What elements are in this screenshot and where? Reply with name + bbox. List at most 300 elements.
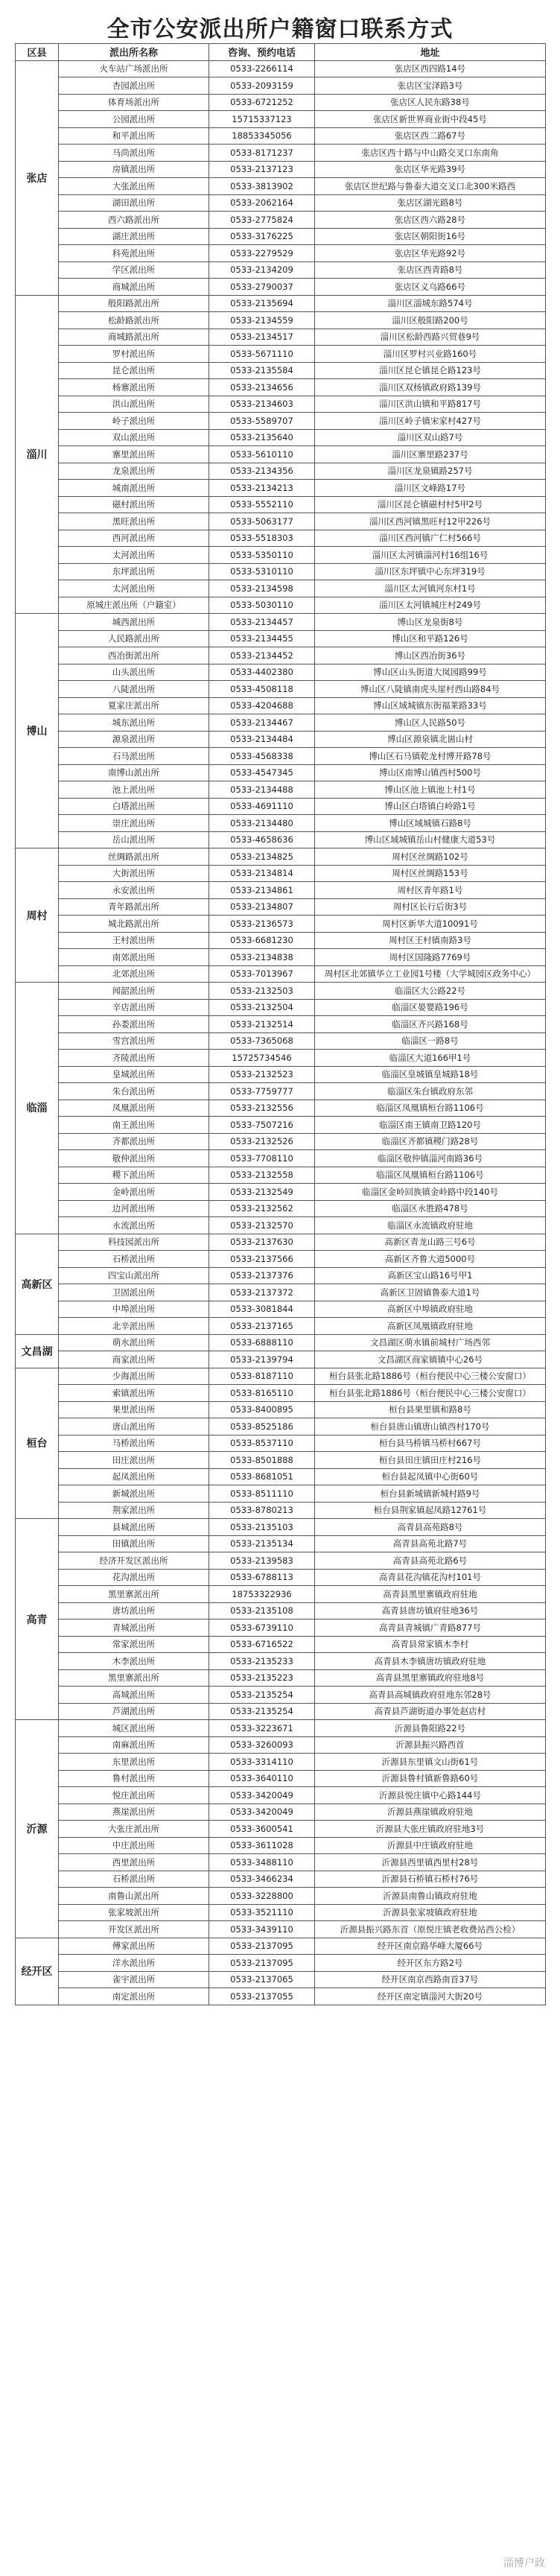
station-name-cell: 萌水派出所 xyxy=(59,1334,209,1351)
table-row xyxy=(16,1602,546,1619)
phone-cell: 0533-5552110 xyxy=(209,496,315,513)
address-cell: 博山区龙泉街8号 xyxy=(315,614,546,631)
phone-cell: 0533-2137630 xyxy=(209,1234,315,1251)
address-cell: 沂源县悦庄镇中心路144号 xyxy=(315,1787,546,1804)
phone-cell: 0533-3466234 xyxy=(209,1871,315,1888)
table-row xyxy=(16,1083,546,1100)
station-name-cell: 石桥派出所 xyxy=(59,1871,209,1888)
station-name-cell: 唐山派出所 xyxy=(59,1418,209,1435)
table-header-row xyxy=(16,44,546,61)
address-cell: 高青县高苑路8号 xyxy=(315,1519,546,1536)
station-name-cell: 芦湖派出所 xyxy=(59,1703,209,1720)
phone-cell: 0533-8681051 xyxy=(209,1468,315,1485)
station-name-cell: 中庄派出所 xyxy=(59,1837,209,1854)
station-name-cell: 龙泉派出所 xyxy=(59,463,209,480)
table-row xyxy=(16,1703,546,1720)
phone-cell: 0533-2134356 xyxy=(209,463,315,480)
table-row xyxy=(16,111,546,128)
address-cell: 淄川区岭子镇宋家村427号 xyxy=(315,413,546,430)
station-name-cell: 齐都派出所 xyxy=(59,1133,209,1150)
phone-cell: 0533-2134467 xyxy=(209,714,315,732)
address-cell: 博山区域城镇东街福莱路33号 xyxy=(315,697,546,714)
address-cell: 沂源县振兴路西首 xyxy=(315,1736,546,1754)
station-name-cell: 商城派出所 xyxy=(59,279,209,296)
phone-cell: 0533-2134457 xyxy=(209,614,315,631)
table-row xyxy=(16,245,546,262)
station-name-cell: 西六路派出所 xyxy=(59,212,209,229)
phone-cell: 0533-6788113 xyxy=(209,1569,315,1586)
phone-cell: 0533-8525186 xyxy=(209,1418,315,1435)
table-row xyxy=(16,530,546,547)
table-row xyxy=(16,781,546,799)
station-name-cell: 岳山派出所 xyxy=(59,831,209,848)
address-cell: 沂源县中庄镇政府驻地 xyxy=(315,1837,546,1854)
table-row xyxy=(16,1552,546,1570)
station-name-cell: 索镇派出所 xyxy=(59,1385,209,1402)
station-name-cell: 太河派出所 xyxy=(59,580,209,597)
table-row xyxy=(16,161,546,178)
address-cell: 淄川区昆仑镇昆仑路123号 xyxy=(315,362,546,379)
table-row xyxy=(16,1066,546,1083)
document-title: 全市公安派出所户籍窗口联系方式 xyxy=(106,16,454,42)
phone-cell: 0533-2132523 xyxy=(209,1066,315,1083)
station-name-cell: 原城庄派出所（户籍室） xyxy=(59,597,209,614)
station-name-cell: 罗村派出所 xyxy=(59,346,209,363)
phone-cell: 0533-4402380 xyxy=(209,664,315,681)
district-cell: 周村 xyxy=(16,848,59,983)
phone-cell: 0533-7759777 xyxy=(209,1083,315,1100)
station-name-cell: 和平派出所 xyxy=(59,127,209,145)
station-name-cell: 县城派出所 xyxy=(59,1519,209,1536)
address-cell: 张店区新世界商业街中段45号 xyxy=(315,111,546,128)
station-name-cell: 四宝山派出所 xyxy=(59,1267,209,1284)
phone-cell: 0533-3813902 xyxy=(209,178,315,195)
address-cell: 沂源县西里镇西里村28号 xyxy=(315,1854,546,1871)
station-name-cell: 荆家派出所 xyxy=(59,1502,209,1519)
phone-cell: 0533-2132549 xyxy=(209,1184,315,1201)
address-cell: 沂源县张家坡镇政府驻地 xyxy=(315,1904,546,1921)
station-name-cell: 学区派出所 xyxy=(59,261,209,279)
station-name-cell: 丝绸路派出所 xyxy=(59,848,209,866)
station-name-cell: 永流派出所 xyxy=(59,1217,209,1234)
address-cell: 临淄区大公路22号 xyxy=(315,983,546,1000)
phone-cell: 0533-2134861 xyxy=(209,882,315,899)
station-name-cell: 悦庄派出所 xyxy=(59,1787,209,1804)
station-name-cell: 开发区派出所 xyxy=(59,1921,209,1938)
phone-cell: 0533-2134838 xyxy=(209,949,315,966)
phone-cell: 0533-8780213 xyxy=(209,1502,315,1519)
address-cell: 经开区南京西路南首37号 xyxy=(315,1971,546,1988)
table-row xyxy=(16,1803,546,1821)
table-row xyxy=(16,999,546,1016)
address-cell: 沂源县燕崖镇政府驻地 xyxy=(315,1803,546,1821)
station-name-cell: 雪宫派出所 xyxy=(59,1032,209,1050)
phone-cell: 0533-2135640 xyxy=(209,429,315,446)
table-row xyxy=(16,1385,546,1402)
table-row xyxy=(16,1351,546,1368)
table-row xyxy=(16,1100,546,1117)
station-name-cell: 雀宇派出所 xyxy=(59,1971,209,1988)
contact-table-container xyxy=(15,43,545,2005)
station-name-cell: 少海派出所 xyxy=(59,1368,209,1385)
station-name-cell: 松龄路派出所 xyxy=(59,312,209,329)
address-cell: 淄川区太河镇城庄村249号 xyxy=(315,597,546,614)
phone-cell: 0533-2134484 xyxy=(209,731,315,748)
station-name-cell: 卫固派出所 xyxy=(59,1284,209,1301)
phone-cell: 0533-2135108 xyxy=(209,1602,315,1619)
phone-cell: 0533-3611028 xyxy=(209,1837,315,1854)
station-name-cell: 南王派出所 xyxy=(59,1117,209,1134)
station-name-cell: 洪山派出所 xyxy=(59,396,209,413)
phone-cell: 0533-2137566 xyxy=(209,1251,315,1268)
table-row xyxy=(16,1938,546,1955)
address-cell: 博山区南博山镇西村500号 xyxy=(315,764,546,781)
phone-cell: 0533-4508118 xyxy=(209,681,315,698)
table-row xyxy=(16,630,546,647)
phone-cell: 0533-3439110 xyxy=(209,1921,315,1938)
table-row xyxy=(16,1401,546,1418)
address-cell: 博山区域城镇岳山村健康大道53号 xyxy=(315,831,546,848)
phone-cell: 0533-2134825 xyxy=(209,848,315,866)
table-row xyxy=(16,714,546,732)
phone-cell: 0533-7365068 xyxy=(209,1032,315,1050)
address-cell: 淄川区昆仑镇磁村村5甲2号 xyxy=(315,496,546,513)
header-station-name: 派出所名称 xyxy=(59,44,209,61)
table-row xyxy=(16,228,546,245)
address-cell: 经开区东方路2号 xyxy=(315,1955,546,1972)
address-cell: 临淄区齐都镇稷门路28号 xyxy=(315,1133,546,1150)
address-cell: 周村区新华大道10091号 xyxy=(315,916,546,933)
phone-cell: 0533-3081844 xyxy=(209,1301,315,1318)
address-cell: 淄川区西河镇广仁村566号 xyxy=(315,530,546,547)
phone-cell: 0533-2135694 xyxy=(209,295,315,312)
address-cell: 桓台县张北路1886号（桓台便民中心三楼公安窗口） xyxy=(315,1385,546,1402)
table-row xyxy=(16,194,546,212)
watermark: 淄博户政 xyxy=(503,2557,545,2569)
phone-cell: 0533-2132570 xyxy=(209,1217,315,1234)
phone-cell: 0533-3521110 xyxy=(209,1904,315,1921)
address-cell: 张店区朝阳街16号 xyxy=(315,228,546,245)
station-name-cell: 崇庄派出所 xyxy=(59,815,209,832)
address-cell: 沂源县南鲁山镇政府驻地 xyxy=(315,1888,546,1905)
table-row xyxy=(16,614,546,631)
station-name-cell: 皇城派出所 xyxy=(59,1066,209,1083)
table-row xyxy=(16,898,546,916)
address-cell: 张店区华光路39号 xyxy=(315,161,546,178)
station-name-cell: 青城派出所 xyxy=(59,1619,209,1637)
phone-cell: 0533-3314110 xyxy=(209,1754,315,1771)
table-row xyxy=(16,396,546,413)
table-row xyxy=(16,1150,546,1167)
address-cell: 张店区湖光路8号 xyxy=(315,194,546,212)
phone-cell: 0533-2134807 xyxy=(209,898,315,916)
table-row xyxy=(16,346,546,363)
address-cell: 高新区凤凰镇政府驻地 xyxy=(315,1318,546,1335)
station-name-cell: 山头派出所 xyxy=(59,664,209,681)
station-name-cell: 辛店派出所 xyxy=(59,999,209,1016)
table-row xyxy=(16,1251,546,1268)
address-cell: 临淄区大道166甲1号 xyxy=(315,1050,546,1067)
phone-cell: 0533-2137165 xyxy=(209,1318,315,1335)
table-row xyxy=(16,1736,546,1754)
table-row xyxy=(16,1971,546,1988)
address-cell: 桓台县唐山镇唐山镇西村170号 xyxy=(315,1418,546,1435)
station-name-cell: 起凤派出所 xyxy=(59,1468,209,1485)
phone-cell: 0533-8400895 xyxy=(209,1401,315,1418)
address-cell: 淄川区松龄西路兴贸巷9号 xyxy=(315,329,546,346)
district-cell: 经开区 xyxy=(16,1938,59,2005)
phone-cell: 0533-5589707 xyxy=(209,413,315,430)
phone-cell: 0533-2137376 xyxy=(209,1267,315,1284)
phone-cell: 0533-2132558 xyxy=(209,1167,315,1184)
station-name-cell: 南定派出所 xyxy=(59,1988,209,2005)
phone-cell: 15725734546 xyxy=(209,1050,315,1067)
station-name-cell: 杏园派出所 xyxy=(59,77,209,95)
station-name-cell: 田镇派出所 xyxy=(59,1535,209,1552)
station-name-cell: 黑里寨派出所 xyxy=(59,1586,209,1603)
table-row xyxy=(16,1301,546,1318)
phone-cell: 0533-2135103 xyxy=(209,1519,315,1536)
phone-cell: 0533-2266114 xyxy=(209,60,315,77)
station-name-cell: 城北路派出所 xyxy=(59,916,209,933)
phone-cell: 0533-2132504 xyxy=(209,999,315,1016)
phone-cell: 0533-7507216 xyxy=(209,1117,315,1134)
address-cell: 淄川区般阳路200号 xyxy=(315,312,546,329)
address-cell: 桓台县张北路1886号（桓台便民中心三楼公安窗口） xyxy=(315,1368,546,1385)
table-row xyxy=(16,1016,546,1033)
table-row xyxy=(16,279,546,296)
table-row xyxy=(16,1837,546,1854)
address-cell: 张店区华光路92号 xyxy=(315,245,546,262)
address-cell: 临淄区朱台镇政府东邻 xyxy=(315,1083,546,1100)
phone-cell: 0533-2132503 xyxy=(209,983,315,1000)
address-cell: 博山区和平路126号 xyxy=(315,630,546,647)
table-row xyxy=(16,1452,546,1469)
table-body xyxy=(16,60,546,2005)
station-name-cell: 孙娄派出所 xyxy=(59,1016,209,1033)
station-name-cell: 花沟派出所 xyxy=(59,1569,209,1586)
phone-cell: 0533-4568338 xyxy=(209,748,315,765)
table-row xyxy=(16,1871,546,1888)
table-row xyxy=(16,848,546,866)
table-row xyxy=(16,1888,546,1905)
station-name-cell: 燕崖派出所 xyxy=(59,1803,209,1821)
phone-cell: 0533-2093159 xyxy=(209,77,315,95)
station-name-cell: 南郊派出所 xyxy=(59,949,209,966)
station-name-cell: 西河派出所 xyxy=(59,530,209,547)
address-cell: 经开区南定镇淄河大街20号 xyxy=(315,1988,546,2005)
table-row xyxy=(16,480,546,497)
address-cell: 沂源县振兴路东首（原悦庄镇老收费站西公检） xyxy=(315,1921,546,1938)
address-cell: 临淄区永胜路478号 xyxy=(315,1200,546,1217)
address-cell: 周村区王村镇南路3号 xyxy=(315,932,546,949)
table-row xyxy=(16,1217,546,1234)
address-cell: 桓台县新城镇新城村路9号 xyxy=(315,1485,546,1503)
address-cell: 高新区宝山路16号甲1 xyxy=(315,1267,546,1284)
phone-cell: 0533-2139794 xyxy=(209,1351,315,1368)
address-cell: 周村区长行后街3号 xyxy=(315,898,546,916)
station-name-cell: 科技园派出所 xyxy=(59,1234,209,1251)
table-row xyxy=(16,1519,546,1536)
table-row xyxy=(16,295,546,312)
table-row xyxy=(16,1117,546,1134)
table-row xyxy=(16,1636,546,1653)
phone-cell: 0533-6721252 xyxy=(209,94,315,111)
table-row xyxy=(16,916,546,933)
address-cell: 高青县青城镇广青路877号 xyxy=(315,1619,546,1637)
address-cell: 桓台县荆家镇起凤路12761号 xyxy=(315,1502,546,1519)
phone-cell: 0533-6888110 xyxy=(209,1334,315,1351)
table-row xyxy=(16,145,546,162)
address-cell: 博山区山头街道大岚园路99号 xyxy=(315,664,546,681)
table-row xyxy=(16,764,546,781)
phone-cell: 0533-4658636 xyxy=(209,831,315,848)
table-row xyxy=(16,1234,546,1251)
header-address: 地址 xyxy=(315,44,546,61)
address-cell: 张店区西二路67号 xyxy=(315,127,546,145)
table-row xyxy=(16,496,546,513)
address-cell: 淄川区文峰路17号 xyxy=(315,480,546,497)
address-cell: 桓台县田庄镇田庄村216号 xyxy=(315,1452,546,1469)
table-row xyxy=(16,647,546,664)
table-row xyxy=(16,580,546,597)
address-cell: 张店区义乌路66号 xyxy=(315,279,546,296)
phone-cell: 0533-2135233 xyxy=(209,1653,315,1670)
address-cell: 周村区丝绸路153号 xyxy=(315,865,546,882)
address-cell: 高青县高苑北路6号 xyxy=(315,1552,546,1570)
station-name-cell: 永安派出所 xyxy=(59,882,209,899)
table-row xyxy=(16,664,546,681)
phone-cell: 0533-2132526 xyxy=(209,1133,315,1150)
table-row xyxy=(16,731,546,748)
table-row xyxy=(16,60,546,77)
station-name-cell: 黑里寨派出所 xyxy=(59,1669,209,1687)
phone-cell: 18853345056 xyxy=(209,127,315,145)
station-name-cell: 科苑派出所 xyxy=(59,245,209,262)
station-name-cell: 火车站广场派出所 xyxy=(59,60,209,77)
phone-cell: 0533-3600541 xyxy=(209,1821,315,1838)
district-cell: 桓台 xyxy=(16,1368,59,1519)
phone-cell: 0533-6716522 xyxy=(209,1636,315,1653)
station-name-cell: 凤凰派出所 xyxy=(59,1100,209,1117)
phone-cell: 0533-3640110 xyxy=(209,1770,315,1787)
table-row xyxy=(16,1167,546,1184)
station-name-cell: 湖庄派出所 xyxy=(59,228,209,245)
address-cell: 博山区石马镇乾龙村博开路78号 xyxy=(315,748,546,765)
station-name-cell: 池上派出所 xyxy=(59,781,209,799)
phone-cell: 0533-2139583 xyxy=(209,1552,315,1570)
address-cell: 高青县花沟镇花沟村101号 xyxy=(315,1569,546,1586)
phone-cell: 0533-2134209 xyxy=(209,261,315,279)
phone-cell: 0533-2135584 xyxy=(209,362,315,379)
station-name-cell: 人民路派出所 xyxy=(59,630,209,647)
station-name-cell: 磁村派出所 xyxy=(59,496,209,513)
phone-cell: 18753322936 xyxy=(209,1586,315,1603)
address-cell: 淄川区罗村兴业路160号 xyxy=(315,346,546,363)
table-row xyxy=(16,1770,546,1787)
table-row xyxy=(16,513,546,530)
address-cell: 临淄区凤凰镇桓台路1106号 xyxy=(315,1167,546,1184)
district-cell: 文昌湖 xyxy=(16,1334,59,1368)
phone-cell: 0533-2135134 xyxy=(209,1535,315,1552)
phone-cell: 0533-2134559 xyxy=(209,312,315,329)
address-cell: 高新区卫固镇鲁泰大道1号 xyxy=(315,1284,546,1301)
phone-cell: 0533-6681230 xyxy=(209,932,315,949)
address-cell: 张店区西青路8号 xyxy=(315,261,546,279)
phone-cell: 0533-3176225 xyxy=(209,228,315,245)
phone-cell: 0533-2134814 xyxy=(209,865,315,882)
table-row xyxy=(16,798,546,815)
address-cell: 淄川区淄城东路574号 xyxy=(315,295,546,312)
phone-cell: 0533-4691110 xyxy=(209,798,315,815)
station-name-cell: 寨里派出所 xyxy=(59,446,209,463)
station-name-cell: 东里派出所 xyxy=(59,1754,209,1771)
station-name-cell: 双山派出所 xyxy=(59,429,209,446)
station-name-cell: 闻韶派出所 xyxy=(59,983,209,1000)
phone-cell: 0533-2132514 xyxy=(209,1016,315,1033)
table-row xyxy=(16,1586,546,1603)
address-cell: 高青县高苑北路7号 xyxy=(315,1535,546,1552)
table-row xyxy=(16,1468,546,1485)
address-cell: 淄川区双杨镇政府路139号 xyxy=(315,379,546,396)
address-cell: 文昌湖区商家镇镇中心26号 xyxy=(315,1351,546,1368)
station-name-cell: 西里派出所 xyxy=(59,1854,209,1871)
table-row xyxy=(16,463,546,480)
address-cell: 高青县高城镇政府驻地东邻28号 xyxy=(315,1687,546,1704)
address-cell: 周村区北郊镇华立工业园1号楼（大学城园区政务中心） xyxy=(315,965,546,983)
table-row xyxy=(16,815,546,832)
station-name-cell: 王村派出所 xyxy=(59,932,209,949)
station-name-cell: 朱台派出所 xyxy=(59,1083,209,1100)
address-cell: 博山区白塔镇白岭路1号 xyxy=(315,798,546,815)
phone-cell: 0533-2134213 xyxy=(209,480,315,497)
table-row xyxy=(16,1318,546,1335)
phone-cell: 0533-5518303 xyxy=(209,530,315,547)
table-row xyxy=(16,1418,546,1435)
phone-cell: 0533-7708110 xyxy=(209,1150,315,1167)
station-name-cell: 房镇派出所 xyxy=(59,161,209,178)
phone-cell: 0533-2134517 xyxy=(209,329,315,346)
phone-cell: 0533-2134488 xyxy=(209,781,315,799)
station-name-cell: 洋水派出所 xyxy=(59,1955,209,1972)
table-row xyxy=(16,1653,546,1670)
phone-cell: 0533-2132556 xyxy=(209,1100,315,1117)
station-name-cell: 城西派出所 xyxy=(59,614,209,631)
table-row xyxy=(16,1435,546,1452)
table-row xyxy=(16,1184,546,1201)
phone-cell: 0533-2134656 xyxy=(209,379,315,396)
address-cell: 博山区池上镇池上村1号 xyxy=(315,781,546,799)
phone-cell: 0533-5610110 xyxy=(209,446,315,463)
district-cell: 临淄 xyxy=(16,983,59,1234)
table-row xyxy=(16,94,546,111)
station-name-cell: 湖田派出所 xyxy=(59,194,209,212)
station-name-cell: 白塔派出所 xyxy=(59,798,209,815)
address-cell: 高新区齐鲁大道5000号 xyxy=(315,1251,546,1268)
address-cell: 临淄区晏婴路196号 xyxy=(315,999,546,1016)
table-row xyxy=(16,1133,546,1150)
table-row xyxy=(16,1720,546,1737)
table-row xyxy=(16,597,546,614)
address-cell: 淄川区西河镇黑旺村12甲226号 xyxy=(315,513,546,530)
table-row xyxy=(16,949,546,966)
table-row xyxy=(16,178,546,195)
table-row xyxy=(16,697,546,714)
address-cell: 淄川区寨里路237号 xyxy=(315,446,546,463)
table-row xyxy=(16,362,546,379)
address-cell: 博山区西冶街36号 xyxy=(315,647,546,664)
station-name-cell: 新城派出所 xyxy=(59,1485,209,1503)
